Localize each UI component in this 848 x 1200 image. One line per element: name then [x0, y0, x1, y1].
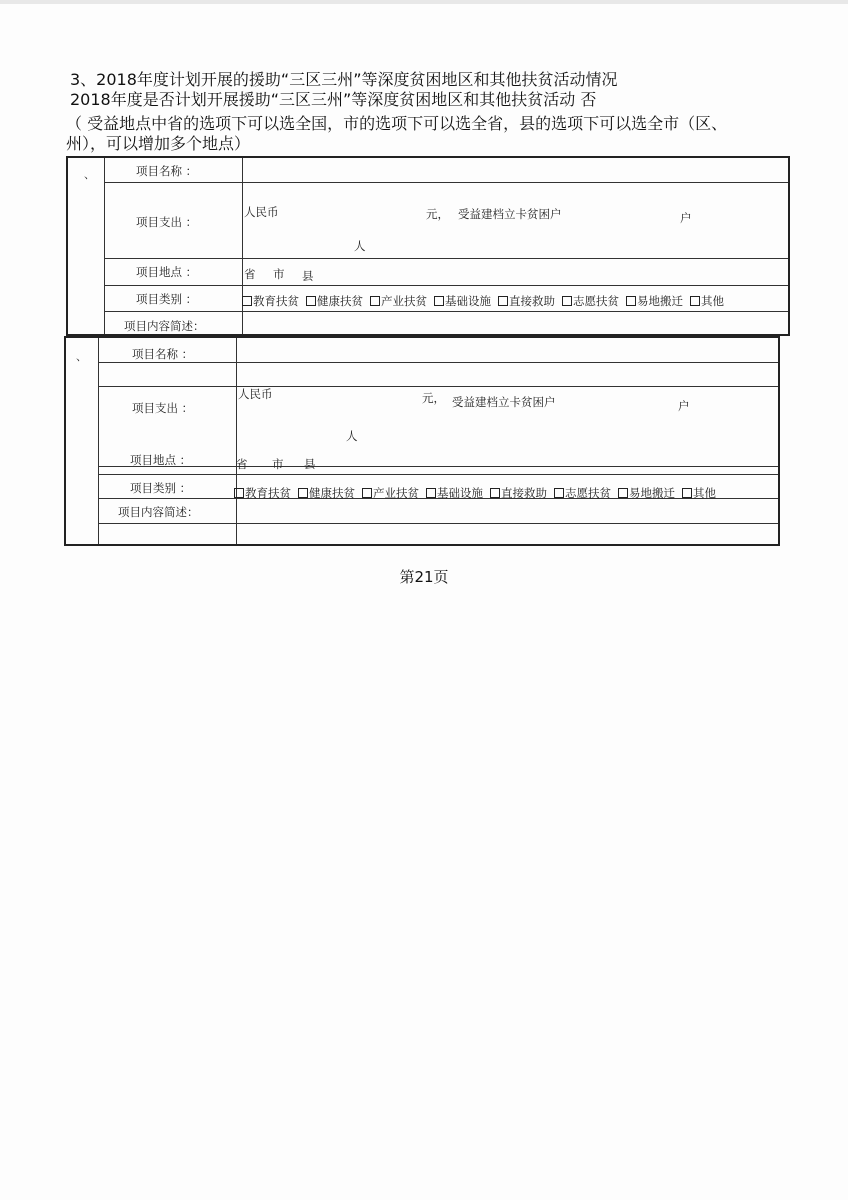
checkbox[interactable] [490, 488, 500, 498]
checkbox[interactable] [298, 488, 308, 498]
project-description-label: 项目内容简述： [118, 505, 199, 519]
category-option[interactable]: 志愿扶贫 [562, 293, 619, 309]
people-unit: 人 [354, 239, 366, 253]
location-city: 市 [272, 457, 284, 471]
checkbox[interactable] [618, 488, 628, 498]
checkbox[interactable] [242, 296, 252, 306]
project-name-field[interactable] [240, 346, 770, 360]
category-option[interactable]: 其他 [682, 485, 716, 501]
expense-currency: 人民币 [244, 205, 279, 219]
category-option[interactable]: 健康扶贫 [298, 485, 355, 501]
row-marker: 、 [84, 168, 95, 181]
project-description-field[interactable] [246, 316, 786, 334]
category-option[interactable]: 健康扶贫 [306, 293, 363, 309]
project-category-label: 项目类别 ： [130, 481, 192, 495]
project-form-1 [66, 156, 790, 336]
people-unit: 人 [346, 429, 358, 443]
project-expense-label: 项目支出 ： [136, 215, 198, 229]
checkbox[interactable] [626, 296, 636, 306]
scan-edge [0, 0, 848, 4]
project-name-label: 项目名称 ： [132, 347, 194, 361]
checkbox[interactable] [306, 296, 316, 306]
project-expense-label: 项目支出 ： [132, 401, 194, 415]
checkbox[interactable] [370, 296, 380, 306]
project-form-2 [64, 336, 780, 546]
checkbox[interactable] [554, 488, 564, 498]
page-number: 第21页 [399, 568, 449, 586]
category-option[interactable]: 教育扶贫 [234, 485, 291, 501]
households-unit: 户 [678, 399, 690, 413]
category-option[interactable]: 易地搬迁 [626, 293, 683, 309]
category-option[interactable]: 教育扶贫 [242, 293, 299, 309]
project-description-label: 项目内容简述： [124, 319, 205, 333]
location-province: 省 [244, 267, 256, 281]
checkbox[interactable] [682, 488, 692, 498]
category-option[interactable]: 产业扶贫 [370, 293, 427, 309]
category-option[interactable]: 直接救助 [490, 485, 547, 501]
beneficiary-households-label: 受益建档立卡贫困户 [458, 207, 562, 221]
project-description-field[interactable] [240, 504, 770, 520]
project-location-label: 项目地点 ： [130, 453, 192, 467]
category-options [234, 485, 723, 501]
category-option[interactable]: 其他 [690, 293, 724, 309]
checkbox[interactable] [690, 296, 700, 306]
row-marker: 、 [76, 350, 87, 363]
location-note: （ 受益地点中省的选项下可以选全国，市的选项下可以选全省，县的选项下可以选全市（区、 [66, 114, 728, 133]
checkbox[interactable] [426, 488, 436, 498]
project-location-label: 项目地点 ： [136, 265, 198, 279]
checkbox[interactable] [562, 296, 572, 306]
category-option[interactable]: 基础设施 [434, 293, 491, 309]
category-option[interactable]: 易地搬迁 [618, 485, 675, 501]
category-option[interactable]: 直接救助 [498, 293, 555, 309]
section-heading: 3、2018年度计划开展的援助“三区三州”等深度贫困地区和其他扶贫活动情况 [70, 70, 618, 89]
location-note-continued: 州），可以增加多个地点） [66, 134, 251, 153]
project-name-label: 项目名称 ： [136, 164, 198, 178]
category-option[interactable]: 产业扶贫 [362, 485, 419, 501]
category-option[interactable]: 基础设施 [426, 485, 483, 501]
location-city: 市 [273, 267, 285, 281]
project-name-field[interactable] [246, 163, 786, 179]
checkbox[interactable] [234, 488, 244, 498]
beneficiary-households-label: 受益建档立卡贫困户 [452, 395, 556, 409]
plan-question: 2018年度是否计划开展援助“三区三州”等深度贫困地区和其他扶贫活动 否 [70, 90, 597, 109]
households-unit: 户 [680, 211, 692, 225]
expense-currency: 人民币 [238, 387, 273, 401]
project-category-label: 项目类别 ： [136, 292, 198, 306]
location-province: 省 [236, 457, 248, 471]
checkbox[interactable] [498, 296, 508, 306]
location-county: 县 [304, 457, 316, 471]
checkbox[interactable] [434, 296, 444, 306]
category-option[interactable]: 志愿扶贫 [554, 485, 611, 501]
category-options [242, 293, 731, 309]
location-county: 县 [302, 269, 314, 283]
expense-yuan: 元， [422, 391, 445, 405]
expense-yuan: 元， [426, 207, 449, 221]
checkbox[interactable] [362, 488, 372, 498]
